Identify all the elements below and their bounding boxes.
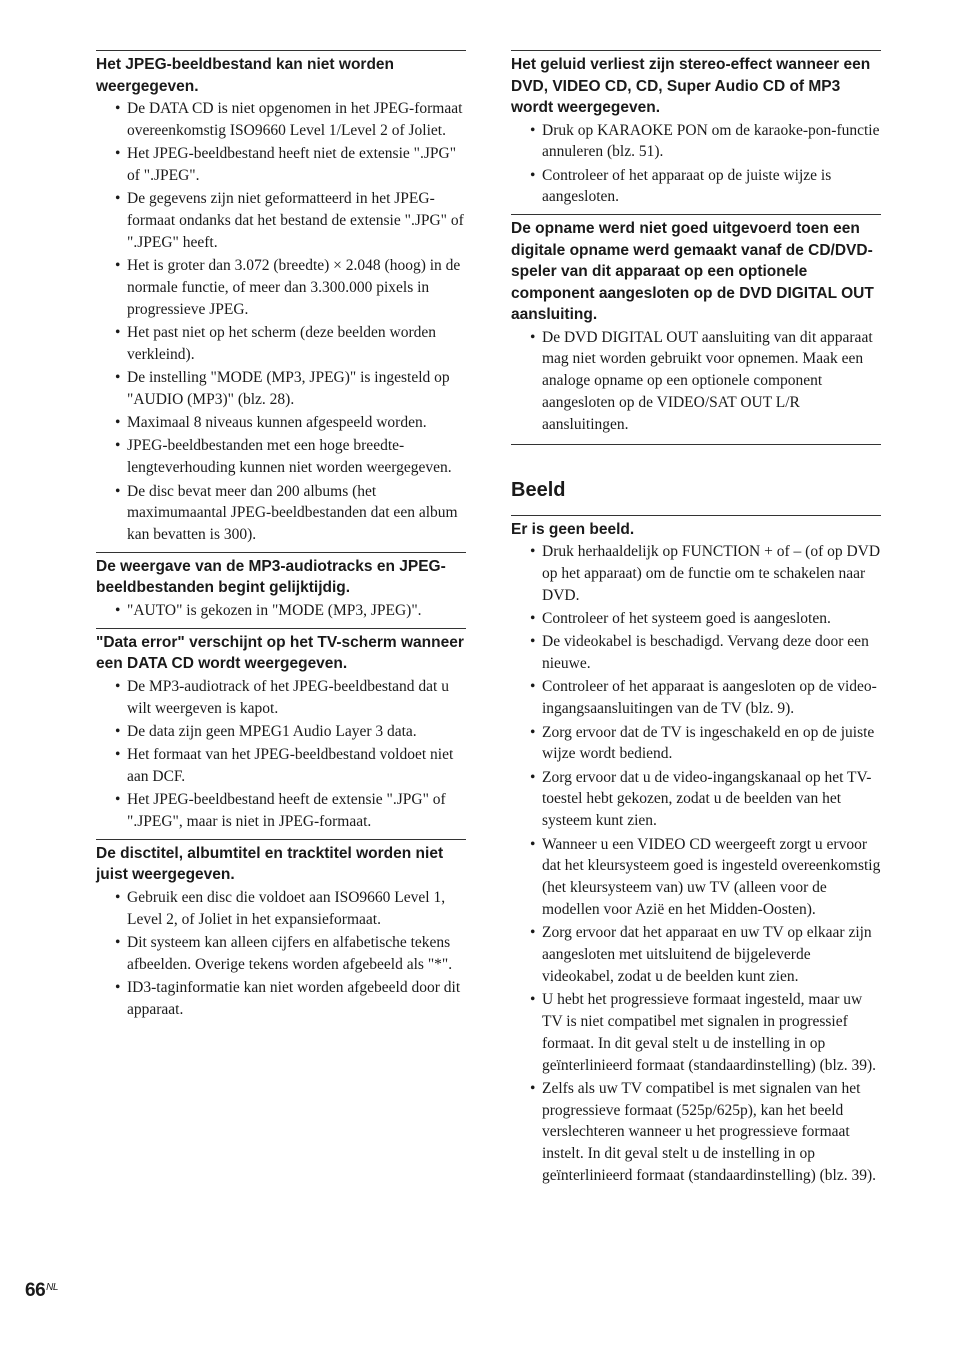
list-item: • Het formaat van het JPEG-beeldbestand voldoet niet aan DCF. — [96, 744, 466, 788]
troubleshooting-section — [511, 515, 881, 1187]
troubleshooting-section — [96, 628, 466, 833]
list-item: • Zorg ervoor dat het apparaat en uw TV op elkaar zijn aangesloten met uitsluitend de bijgeleverde videokabel, zodat u de beelden kunt zien. — [511, 922, 881, 987]
bullet-list — [96, 600, 466, 622]
list-item: • De DATA CD is niet opgenomen in het JPEG-formaat overeenkomstig ISO9660 Level 1/Level 2 of Joliet. — [96, 98, 466, 142]
list-item: • De gegevens zijn niet geformatteerd in het JPEG-formaat ondanks dat het bestand de extensie ".JPG" of ".JPEG" heeft. — [96, 188, 466, 253]
list-item: • De videokabel is beschadigd. Vervang deze door een nieuwe. — [511, 631, 881, 675]
list-item: • "AUTO" is gekozen in "MODE (MP3, JPEG)". — [96, 600, 466, 622]
list-item: • Het JPEG-beeldbestand heeft niet de extensie ".JPG" of ".JPEG". — [96, 143, 466, 187]
troubleshooting-section — [511, 214, 881, 435]
list-item: • Dit systeem kan alleen cijfers en alfabetische tekens afbeelden. Overige tekens worden afgebeeld als "*". — [96, 932, 466, 976]
list-item: • Het past niet op het scherm (deze beelden worden verkleind). — [96, 322, 466, 366]
section-title: De opname werd niet goed uitgevoerd toen een digitale opname werd gemaakt vanaf de CD/DVD-speler van dit apparaat op een optionele component aangesloten op de DVD DIGITAL OUT aansluiting. — [511, 220, 874, 324]
list-item: • Controleer of het apparaat op de juiste wijze is aangesloten. — [511, 165, 881, 209]
bullet-list — [96, 676, 466, 833]
left-column — [96, 50, 466, 1027]
page-number-value: 66 — [25, 1280, 46, 1301]
list-item: • Het JPEG-beeldbestand heeft de extensie ".JPG" of ".JPEG", maar is niet in JPEG-formaat. — [96, 789, 466, 833]
list-item: • Het is groter dan 3.072 (breedte) × 2.048 (hoog) in de normale functie, of meer dan 3.300.000 pixels in progressieve JPEG. — [96, 255, 466, 320]
list-item: • Gebruik een disc die voldoet aan ISO9660 Level 1, Level 2, of Joliet in het expansieformaat. — [96, 887, 466, 931]
page-language-code: NL — [46, 1282, 58, 1293]
list-item: • De MP3-audiotrack of het JPEG-beeldbestand dat u wilt weergeven is kapot. — [96, 676, 466, 720]
bullet-list — [96, 98, 466, 546]
section-title: De disctitel, albumtitel en tracktitel worden niet juist weergegeven. — [96, 844, 444, 884]
list-item: • Zelfs als uw TV compatibel is met signalen van het progressieve formaat (525p/625p), kan het beeld verslechteren wanneer u het progressieve formaat instelt. In dit geval stelt u de instelling in op geïnterlinieerd formaat (standaardinstelling) (blz. 39). — [511, 1078, 881, 1187]
section-title: Er is geen beeld. — [511, 520, 635, 538]
list-item: • De data zijn geen MPEG1 Audio Layer 3 data. — [96, 721, 466, 743]
list-item: • Controleer of het systeem goed is aangesloten. — [511, 608, 881, 630]
list-item: • Druk herhaaldelijk op FUNCTION + of – (of op DVD op het apparaat) om de functie om te schakelen naar DVD. — [511, 541, 881, 606]
bullet-list — [511, 541, 881, 1187]
troubleshooting-section — [96, 552, 466, 622]
right-column — [511, 50, 881, 1193]
list-item: • Druk op KARAOKE PON om de karaoke-pon-functie annuleren (blz. 51). — [511, 120, 881, 164]
list-item: • ID3-taginformatie kan niet worden afgebeeld door dit apparaat. — [96, 977, 466, 1021]
right-sections — [511, 50, 881, 436]
list-item: • De instelling "MODE (MP3, JPEG)" is ingesteld op "AUDIO (MP3)" (blz. 28). — [96, 367, 466, 411]
section-title: Het geluid verliest zijn stereo-effect wanneer een DVD, VIDEO CD, CD, Super Audio CD of MP3 wordt weergegeven. — [511, 56, 871, 116]
section-title: Het JPEG-beeldbestand kan niet worden weergegeven. — [96, 56, 395, 95]
section-title: De weergave van de MP3-audiotracks en JPEG-beeldbestanden begint gelijktijdig. — [96, 557, 446, 597]
list-item: • Zorg ervoor dat de TV is ingeschakeld en op de juiste wijze wordt bediend. — [511, 722, 881, 766]
troubleshooting-section — [96, 50, 466, 546]
section-end-rule — [511, 444, 881, 445]
list-item: • De DVD DIGITAL OUT aansluiting van dit apparaat mag niet worden gebruikt voor opnemen. Maak een analoge opname op een optionele component aangesloten op de VIDEO/SAT OUT L/R aansluitingen. — [511, 327, 881, 436]
beeld-heading: Beeld — [511, 478, 566, 501]
list-item: • De disc bevat meer dan 200 albums (het maximumaantal JPEG-beeldbestanden dat een album kan bevatten is 300). — [96, 481, 466, 546]
beeld-section — [511, 515, 881, 1187]
list-item: • Maximaal 8 niveaus kunnen afgespeeld worden. — [96, 412, 466, 434]
section-title: "Data error" verschijnt op het TV-scherm wanneer een DATA CD wordt weergegeven. — [96, 633, 464, 673]
page-number — [25, 1280, 58, 1302]
bullet-list — [511, 327, 881, 436]
bullet-list — [511, 120, 881, 209]
list-item: • U hebt het progressieve formaat ingesteld, maar uw TV is niet compatibel met signalen in progressief formaat. In dit geval stelt u de instelling in op geïnterlinieerd formaat (standaardinstelling) (blz. 39). — [511, 989, 881, 1076]
list-item: • JPEG-beeldbestanden met een hoge breedte-lengteverhouding kunnen niet worden weergegeven. — [96, 435, 466, 479]
troubleshooting-section — [96, 839, 466, 1021]
bullet-list — [96, 887, 466, 1021]
troubleshooting-section — [511, 50, 881, 208]
list-item: • Wanneer u een VIDEO CD weergeeft zorgt u ervoor dat het kleursysteem goed is ingesteld overeenkomstig (het kleursysteem van) uw TV (alleen voor de modellen voor Azië en het Midden-Oosten). — [511, 834, 881, 921]
list-item: • Controleer of het apparaat is aangesloten op de video-ingangsaansluitingen van de TV (blz. 9). — [511, 676, 881, 720]
list-item: • Zorg ervoor dat u de video-ingangskanaal op het TV-toestel hebt gekozen, zodat u de beelden van het systeem kunt zien. — [511, 767, 881, 832]
